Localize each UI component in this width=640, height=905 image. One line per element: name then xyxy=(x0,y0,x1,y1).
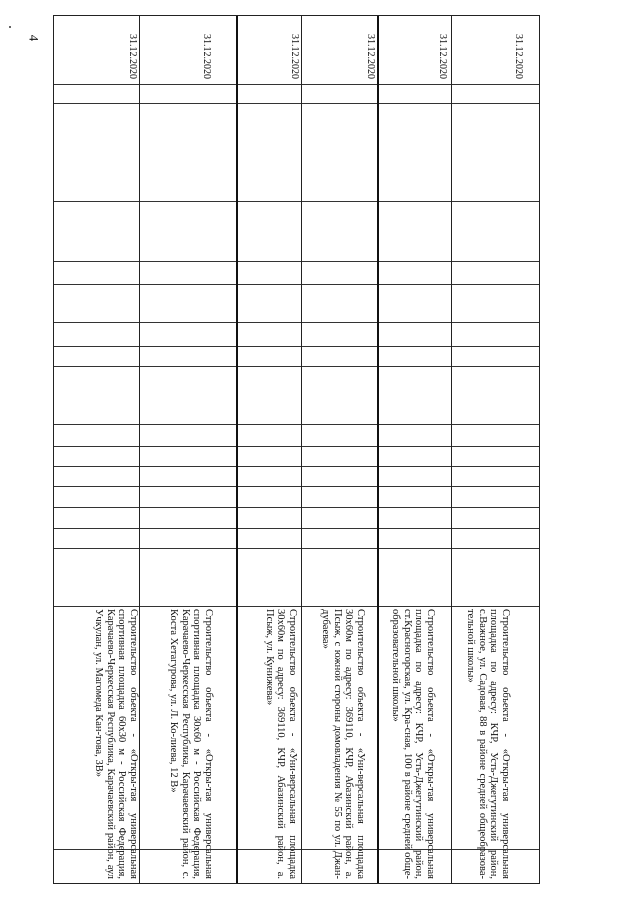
table-gridline xyxy=(54,284,539,285)
row-description: Строительство объекта - «Откры-тая универсальная спортивная площадка 60х30 м - Российская Федерация, Карачаево-Черкесская Республика, Карачаевский район, аул Учкулан, ул. Магомеда Кан-това, 3В» xyxy=(93,609,139,879)
table-gridline xyxy=(54,606,539,607)
table-gridline xyxy=(54,424,539,425)
row-description: Строительство объекта - «Откры-тая универсальная спортивная площадка 30х60 м - Российская Федерация, Карачаево-Черкесская Республика, Карачаевский район, с. Коста Хетагурова, ул. Л. Ко-лиева, 12 В» xyxy=(168,609,214,879)
row-divider xyxy=(377,16,379,883)
row-deadline: 31.12.2020 xyxy=(127,34,138,79)
row-description: Строительство объекта - «Уни-версальная площадка 30х60м по адресу: 369110, КЧР, Абазинский район, а. Псыж, с южной стороны домовладения № 55 по ул. Джан-дубаева» xyxy=(320,609,366,879)
table-gridline xyxy=(54,201,539,202)
row-divider xyxy=(236,16,238,883)
row-divider xyxy=(301,16,302,883)
table-gridline xyxy=(54,103,539,104)
scan-artifact xyxy=(9,26,11,28)
row-description: Строительство объекта - «Уни-версальная площадка 30х60м по адресу: 369110, КЧР, Абазинский район, а. Псыж, ул. Кунижева» xyxy=(263,609,298,879)
row-deadline: 31.12.2020 xyxy=(513,34,524,79)
table-gridline xyxy=(54,446,539,447)
table-gridline xyxy=(54,322,539,323)
table-gridline xyxy=(54,346,539,347)
row-deadline: 31.12.2020 xyxy=(289,34,300,79)
row-divider xyxy=(139,16,140,883)
table-gridline xyxy=(54,486,539,487)
table-gridline xyxy=(54,261,539,262)
row-deadline: 31.12.2020 xyxy=(365,34,376,79)
table-gridline xyxy=(54,366,539,367)
table-gridline xyxy=(54,466,539,467)
row-deadline: 31.12.2020 xyxy=(201,34,212,79)
page-number: 4 xyxy=(26,34,42,42)
table-gridline xyxy=(54,507,539,508)
row-deadline: 31.12.2020 xyxy=(437,34,448,79)
data-table xyxy=(53,15,540,884)
table-gridline xyxy=(54,548,539,549)
table-gridline xyxy=(54,84,539,85)
row-description: Строительство объекта - «Откры-тая универсальная площадка по адресу: КЧР, Усть-Джегутинский район, ст.Красногорская, ул. Кра-сная, 100 в районе средней обще-образовательной школы» xyxy=(390,609,436,879)
row-description: Строительство объекта - «Откры-тая универсальная площадка по адресу: КЧР, Усть-Джегутинский район, с.Важное, ул. Садовая, 88 в районе средней общеобразова-тельной школы» xyxy=(465,609,511,879)
table-gridline xyxy=(54,528,539,529)
row-divider xyxy=(451,16,452,883)
